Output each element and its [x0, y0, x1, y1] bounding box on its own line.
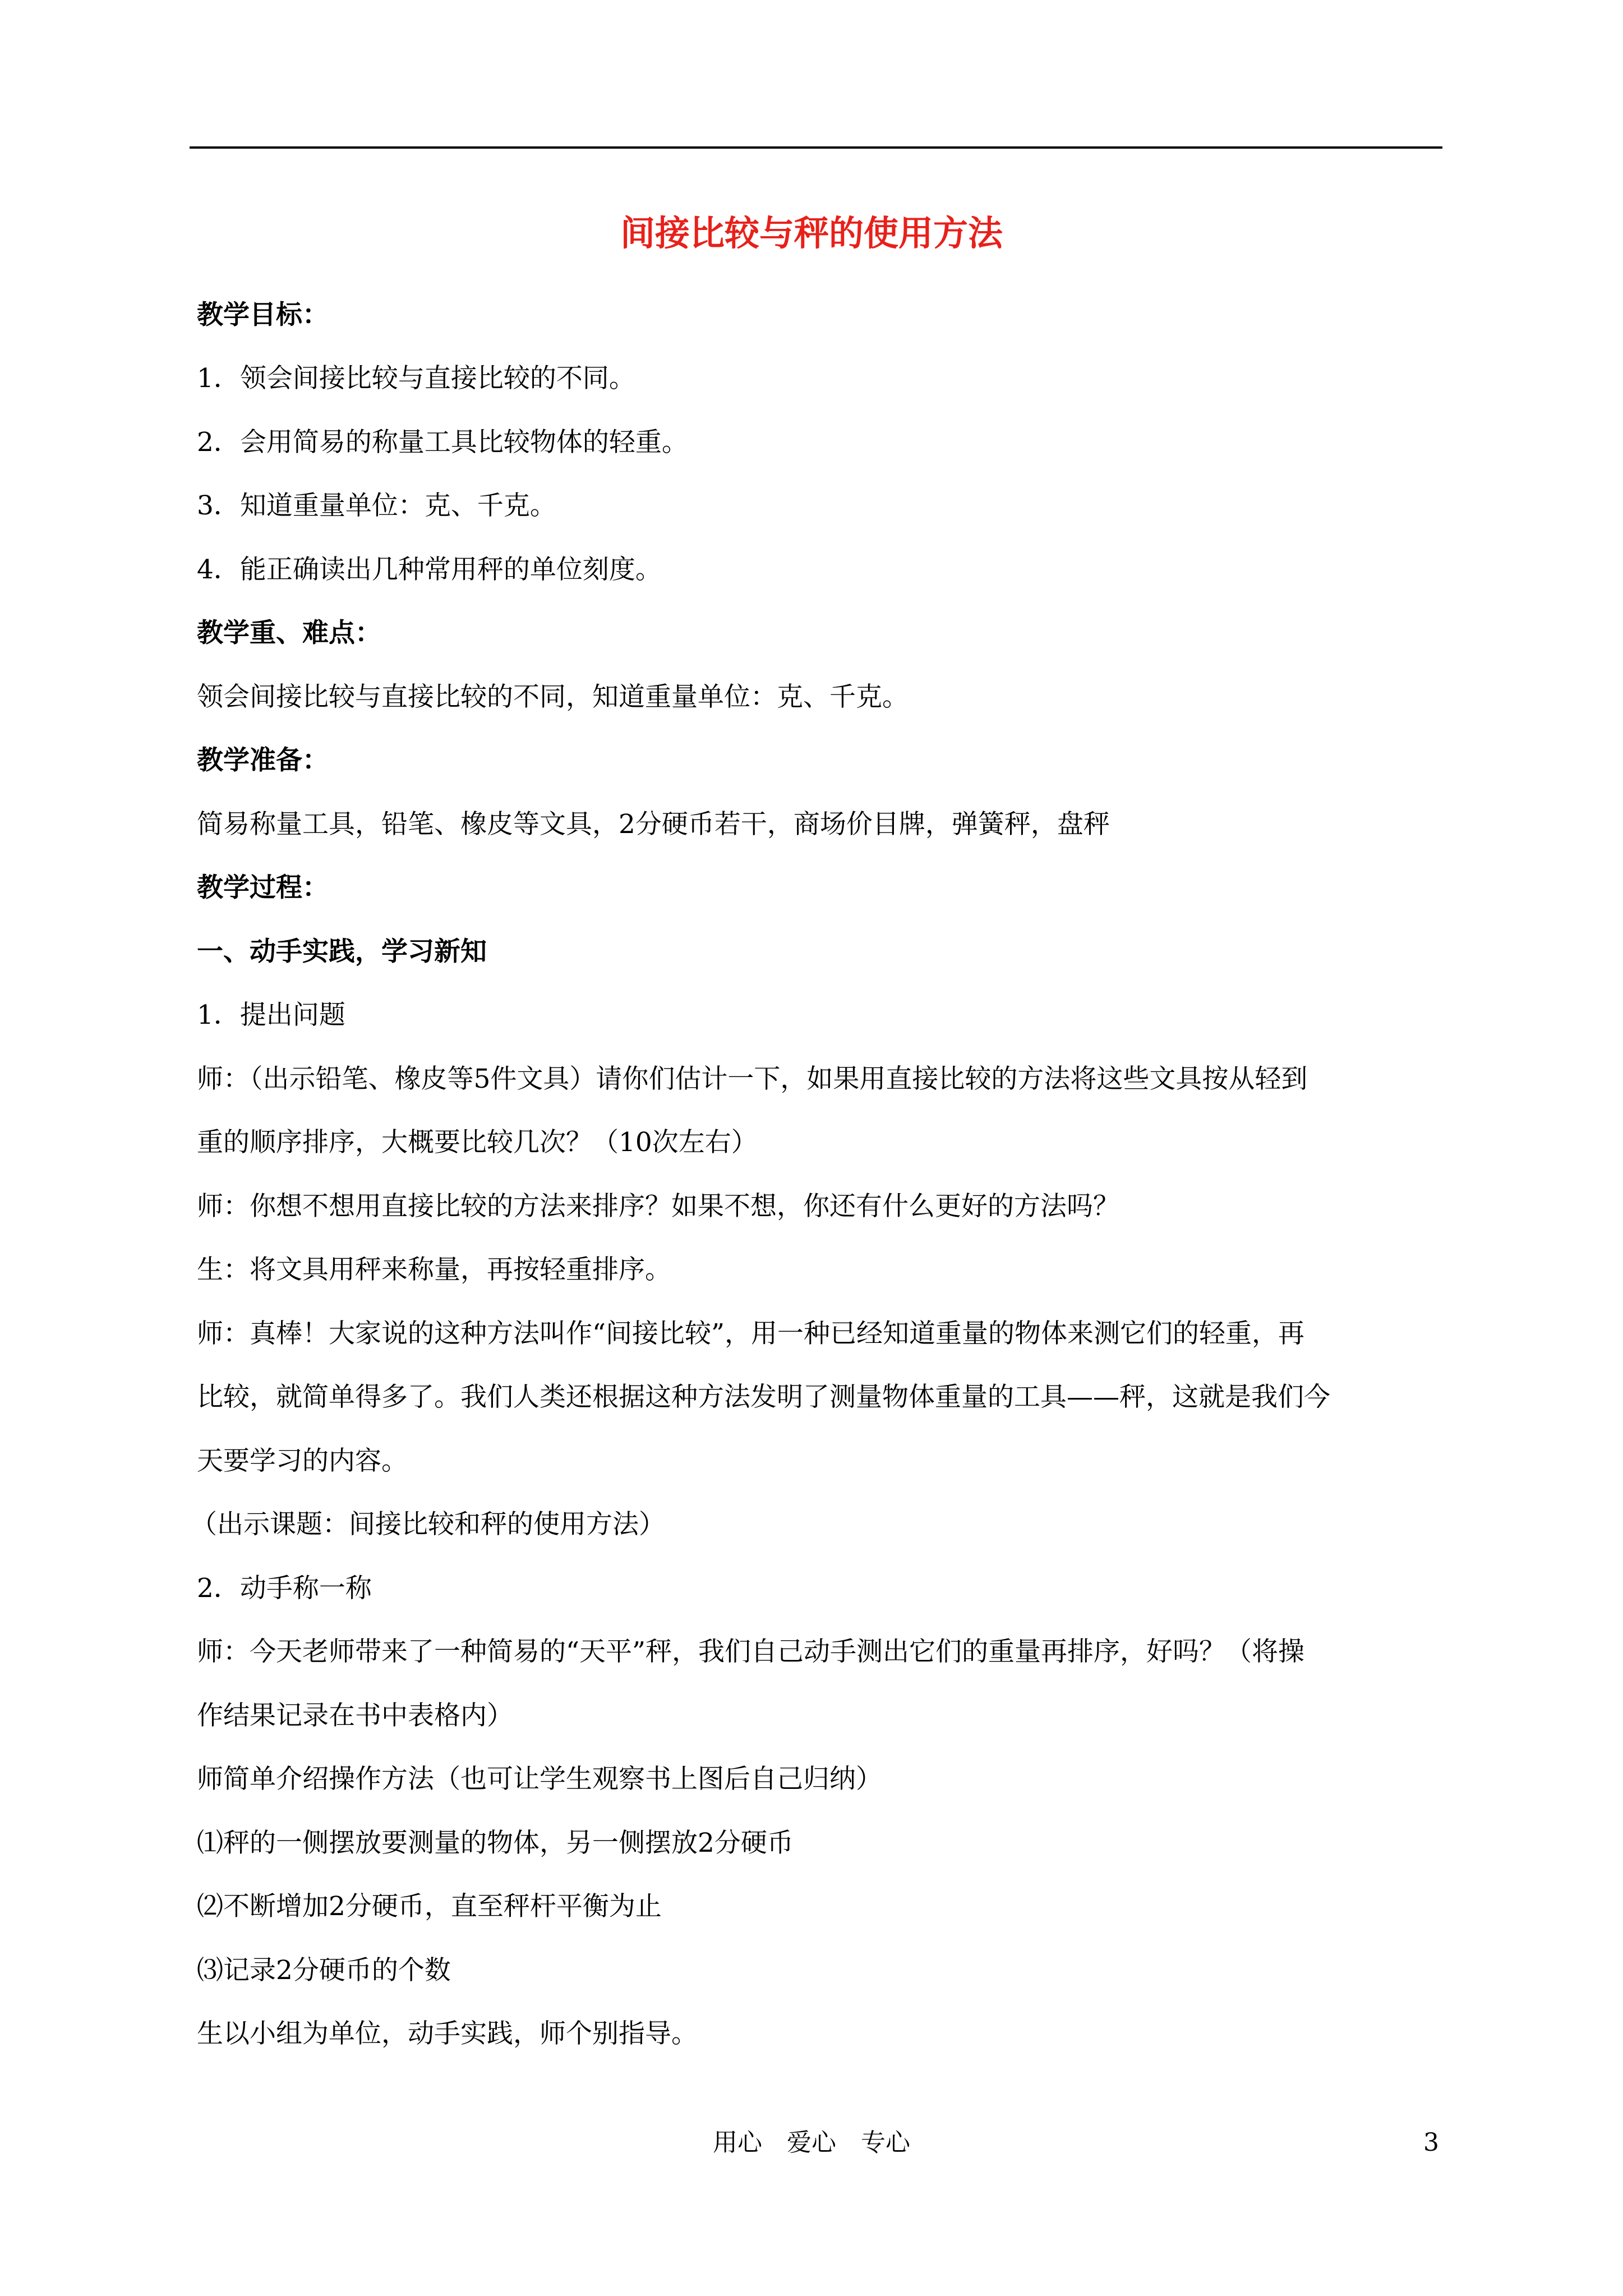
subsection-heading: 一、动手实践，学习新知	[197, 936, 487, 967]
paragraph-line: 比较，就简单得多了。我们人类还根据这种方法发明了测量物体重量的工具——秤，这就是我们今	[197, 1382, 1330, 1412]
paragraph-line: 师：（出示铅笔、橡皮等5件文具）请你们估计一下，如果用直接比较的方法将这些文具按从轻到	[197, 1064, 1308, 1094]
section-heading-preparation: 教学准备：	[197, 745, 329, 776]
paragraph-line: 领会间接比较与直接比较的不同，知道重量单位：克、千克。	[197, 682, 909, 712]
paragraph-line: ⑶记录2分硬币的个数	[197, 1955, 451, 1986]
section-heading-key-points: 教学重、难点：	[197, 618, 381, 648]
paragraph-line: 2．动手称一称	[197, 1573, 372, 1604]
paragraph-line: 天要学习的内容。	[197, 1446, 408, 1476]
paragraph-line: 作结果记录在书中表格内）	[197, 1700, 513, 1731]
paragraph-line: 重的顺序排序，大概要比较几次？（10次左右）	[197, 1127, 758, 1158]
paragraph-line: （出示课题：间接比较和秤的使用方法）	[191, 1509, 665, 1540]
footer-motto: 用心 爱心 专心	[713, 2128, 910, 2157]
section-heading-objectives: 教学目标：	[197, 300, 329, 330]
header-rule	[190, 146, 1442, 149]
paragraph-line: 1．领会间接比较与直接比较的不同。	[197, 363, 635, 394]
section-heading-process: 教学过程：	[197, 872, 329, 903]
paragraph-line: 师简单介绍操作方法（也可让学生观察书上图后自己归纳）	[197, 1764, 882, 1795]
paragraph-line: 1．提出问题	[197, 1000, 345, 1030]
paragraph-line: 4．能正确读出几种常用秤的单位刻度。	[197, 554, 662, 585]
paragraph-line: 师：真棒！大家说的这种方法叫作“间接比较”，用一种已经知道重量的物体来测它们的轻重，再	[197, 1318, 1305, 1349]
paragraph-line: ⑴秤的一侧摆放要测量的物体，另一侧摆放2分硬币	[197, 1828, 794, 1858]
paragraph-line: 2．会用简易的称量工具比较物体的轻重。	[197, 427, 688, 458]
paragraph-line: 3．知道重量单位：克、千克。	[197, 490, 556, 521]
paragraph-line: 简易称量工具，铅笔、橡皮等文具，2分硬币若干，商场价目牌，弹簧秤，盘秤	[197, 809, 1110, 840]
paragraph-line: 师：你想不想用直接比较的方法来排序？如果不想，你还有什么更好的方法吗？	[197, 1191, 1119, 1222]
paragraph-line: 生：将文具用秤来称量，再按轻重排序。	[197, 1254, 671, 1285]
page-number: 3	[1423, 2128, 1439, 2157]
paragraph-line: ⑵不断增加2分硬币，直至秤杆平衡为止	[197, 1891, 662, 1922]
paragraph-line: 生以小组为单位，动手实践，师个别指导。	[197, 2018, 698, 2049]
paragraph-line: 师：今天老师带来了一种简易的“天平”秤，我们自己动手测出它们的重量再排序，好吗？（将操	[197, 1636, 1305, 1667]
document-title: 间接比较与秤的使用方法	[620, 213, 1003, 254]
